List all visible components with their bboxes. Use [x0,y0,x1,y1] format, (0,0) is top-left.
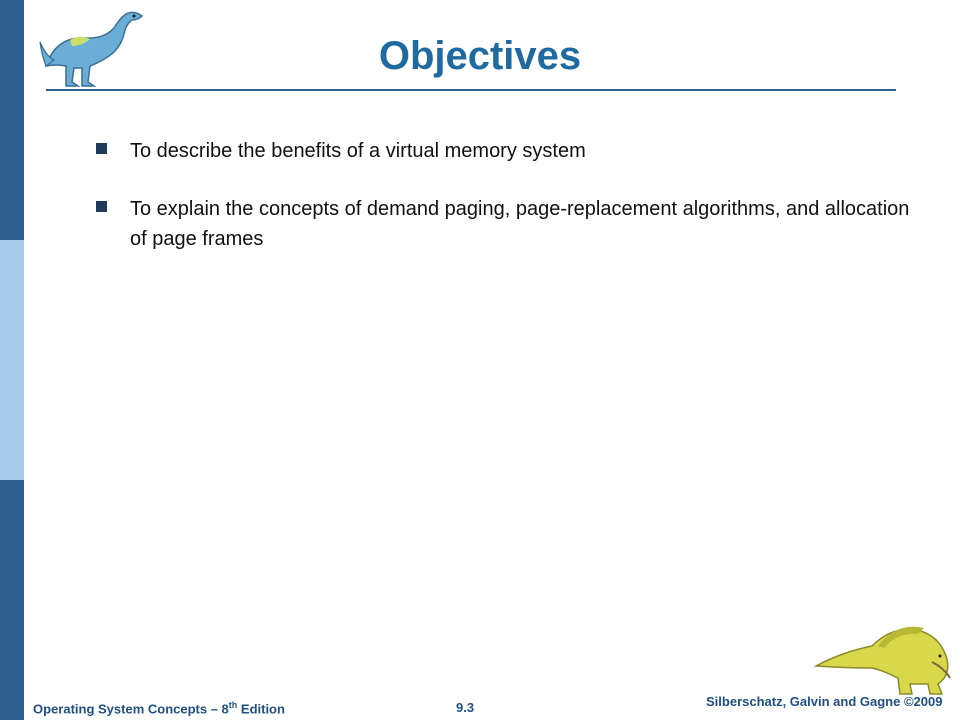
square-bullet-icon [96,201,107,212]
footer-title-prefix: Operating System Concepts – 8 [33,701,229,717]
slide-title: Objectives [378,34,582,78]
footer-copyright: Silberschatz, Galvin and Gagne ©2009 [706,694,943,709]
bullet-text: To describe the benefits of a virtual memory system [130,140,586,162]
footer-title-suffix: Edition [237,701,285,717]
left-sidebar-highlight [0,240,24,480]
bullet-item [96,194,916,254]
bullet-text: To explain the concepts of demand paging, page-replacement algorithms, and allocation of page frames [130,198,910,250]
footer-book-title [33,700,285,716]
bullet-list [96,136,916,282]
footer-page-number: 9.3 [456,700,475,715]
dinosaur-bottom-right-icon [812,612,954,696]
footer-title-sup: th [228,700,238,710]
title-divider [46,89,896,91]
square-bullet-icon [96,143,107,154]
left-sidebar-bar [0,0,24,720]
bullet-item [96,136,916,166]
